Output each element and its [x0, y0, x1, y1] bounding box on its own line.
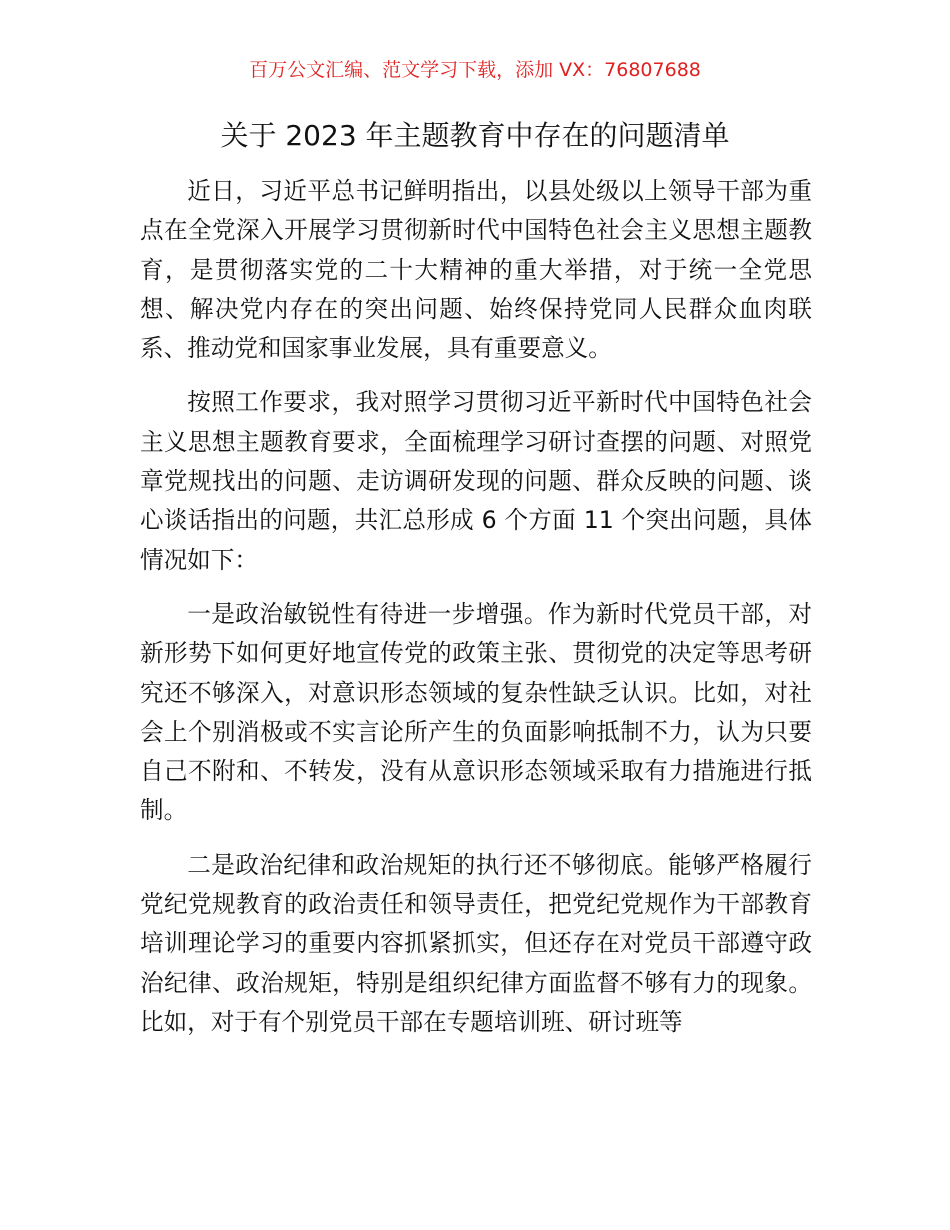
paragraph-1: 近日，习近平总书记鲜明指出，以县处级以上领导干部为重点在全党深入开展学习贯彻新时代中国特色社会主义思想主题教育，是贯彻落实党的二十大精神的重大举措，对于统一全党思想、解决党内存在的突出问题、始终保持党同人民群众血肉联系、推动党和国家事业发展，具有重要意义。 — [140, 177, 812, 363]
paragraph-4: 二是政治纪律和政治规矩的执行还不够彻底。能够严格履行党纪党规教育的政治责任和领导责任，把党纪党规作为干部教育培训理论学习的重要内容抓紧抓实，但还存在对党员干部遵守政治纪律、政治规矩，特别是组织纪律方面监督不够有力的现象。比如，对于有个别党员干部在专题培训班、研讨班等 — [140, 850, 812, 1036]
document-body — [140, 172, 812, 1057]
paragraph-2: 按照工作要求，我对照学习贯彻习近平新时代中国特色社会主义思想主题教育要求，全面梳理学习研讨查摆的问题、对照党章党规找出的问题、走访调研发现的问题、群众反映的问题、谈心谈话指出的问题，共汇总形成 6 个方面 11 个突出问题，具体情况如下： — [140, 388, 812, 574]
document-title: 关于 2023 年主题教育中存在的问题清单 — [220, 119, 730, 152]
paragraph-3: 一是政治敏锐性有待进一步增强。作为新时代党员干部，对新形势下如何更好地宣传党的政策主张、贯彻党的决定等思考研究还不够深入，对意识形态领域的复杂性缺乏认识。比如，对社会上个别消极或不实言论所产生的负面影响抵制不力，认为只要自己不附和、不转发，没有从意识形态领域采取有力措施进行抵制。 — [140, 599, 812, 825]
header-banner: 百万公文汇编、范文学习下载，添加 VX：76807688 — [249, 59, 701, 81]
